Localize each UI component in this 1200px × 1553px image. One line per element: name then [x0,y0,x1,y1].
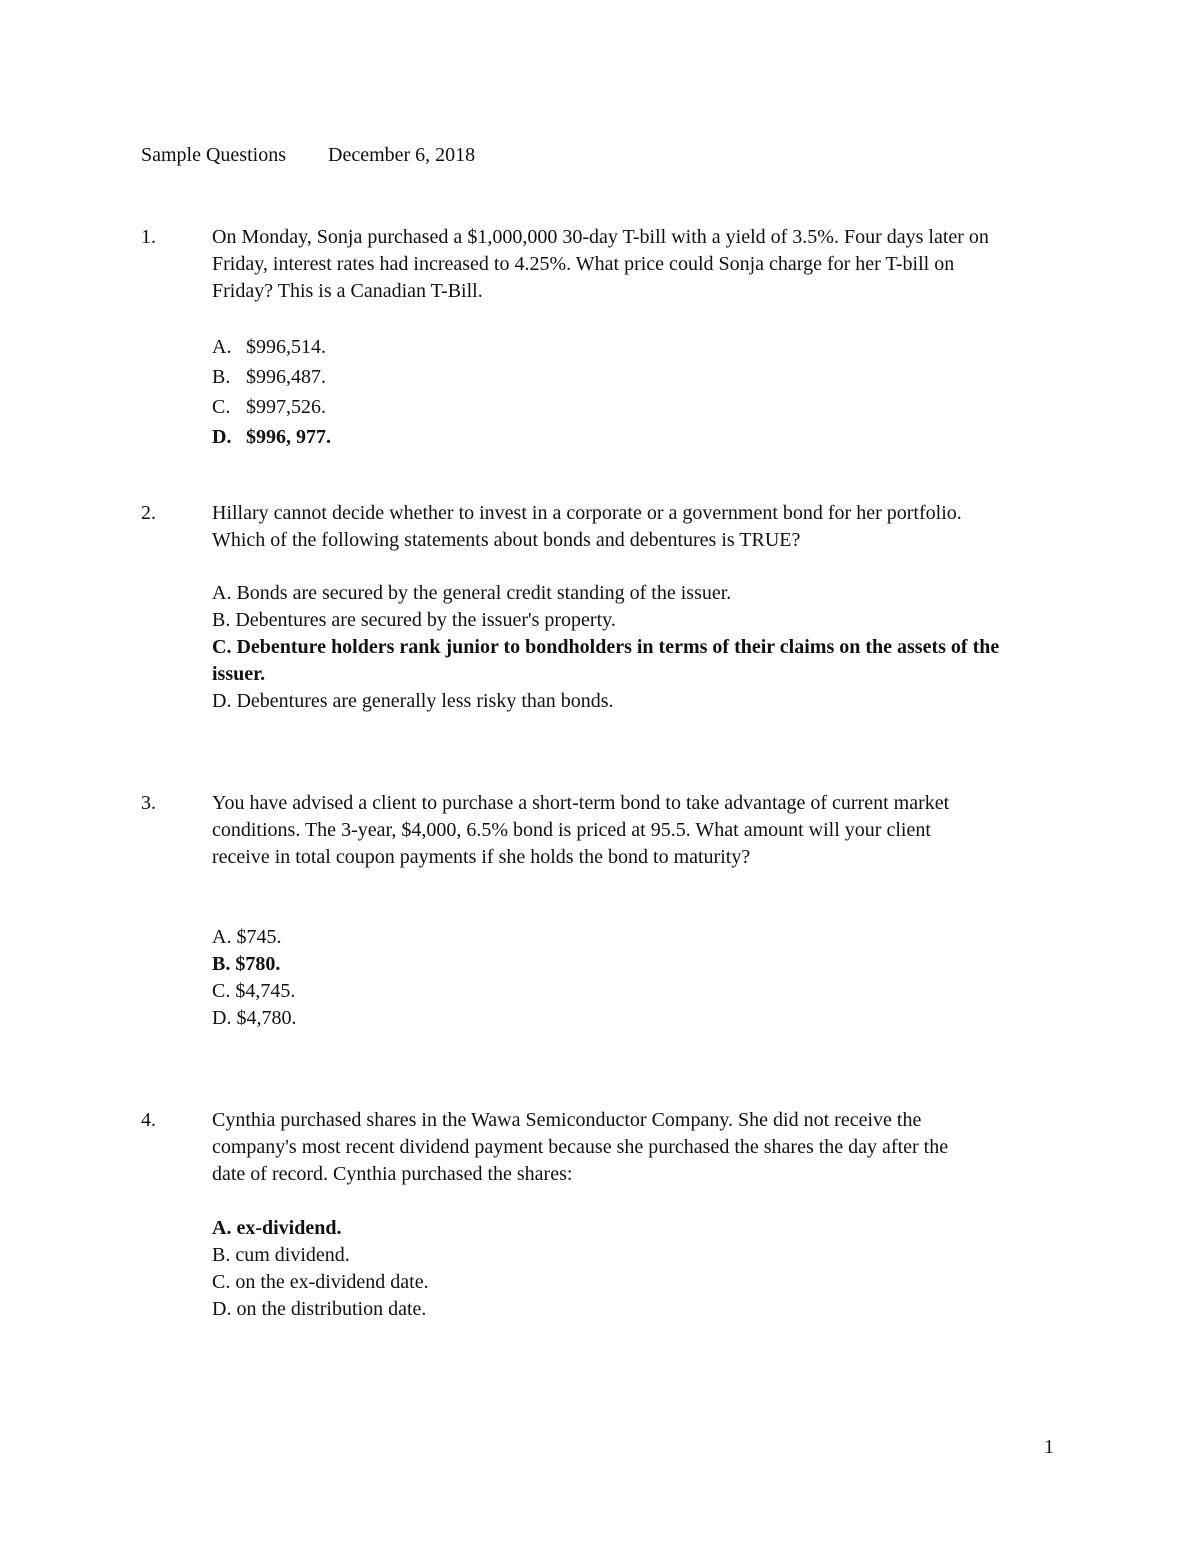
page-number: 1 [1044,1436,1054,1458]
option-letter: D. [212,426,232,448]
answer-options [212,332,1042,452]
answer-option-d: D. on the distribution date. [212,1298,427,1320]
answer-option-b: B. Debentures are secured by the issuer's property. [212,609,616,631]
answer-options [212,580,1042,715]
answer-option-d-correct [212,422,1042,452]
answer-options [212,924,1042,1032]
answer-option-c: C. $4,745. [212,980,296,1002]
answer-option-b-correct: B. $780. [212,953,281,975]
option-letter: B. [212,366,231,388]
question-number: 4. [141,1109,156,1131]
document-date: December 6, 2018 [328,144,476,166]
question-text: On Monday, Sonja purchased a $1,000,000 30-day T-bill with a yield of 3.5%. Four days later on Friday, interest rates had increased to 4.25%. What price could Sonja charge for her T-bill on Friday? This is a Canadian T-Bill. [212,226,989,302]
answer-option-a: A. $745. [212,926,282,948]
answer-option-c-correct: C. Debenture holders rank junior to bondholders in terms of their claims on the assets of the issuer. [212,636,1000,685]
answer-option-c [212,392,1042,422]
question-number: 1. [141,226,156,248]
option-text: $996,514. [246,336,326,358]
question-text: Cynthia purchased shares in the Wawa Semiconductor Company. She did not receive the company's most recent dividend payment because she purchased the shares the day after the date of record. Cynthia purchased the shares: [212,1109,949,1185]
answer-option-c: C. on the ex-dividend date. [212,1271,429,1293]
document-header [141,142,475,169]
question-number: 2. [141,502,156,524]
question-text: Hillary cannot decide whether to invest in a corporate or a government bond for her portfolio. Which of the following statements about bonds and debentures is TRUE? [212,502,962,551]
answer-option-a: A. Bonds are secured by the general credit standing of the issuer. [212,582,732,604]
option-letter: A. [212,336,232,358]
answer-option-d: D. $4,780. [212,1007,297,1029]
question-text: You have advised a client to purchase a short-term bond to take advantage of current market conditions. The 3-year, $4,000, 6.5% bond is priced at 95.5. What amount will your client receive in total coupon payments if she holds the bond to maturity? [212,792,950,868]
option-text: $996, 977. [246,426,331,448]
option-text: $997,526. [246,396,326,418]
option-letter: C. [212,396,231,418]
answer-option-d: D. Debentures are generally less risky than bonds. [212,690,614,712]
answer-option-b [212,362,1042,392]
answer-options [212,1215,1042,1323]
option-text: $996,487. [246,366,326,388]
document-title: Sample Questions [141,144,286,166]
answer-option-a [212,332,1042,362]
answer-option-a-correct: A. ex-dividend. [212,1217,342,1239]
answer-option-b: B. cum dividend. [212,1244,350,1266]
question-number: 3. [141,792,156,814]
